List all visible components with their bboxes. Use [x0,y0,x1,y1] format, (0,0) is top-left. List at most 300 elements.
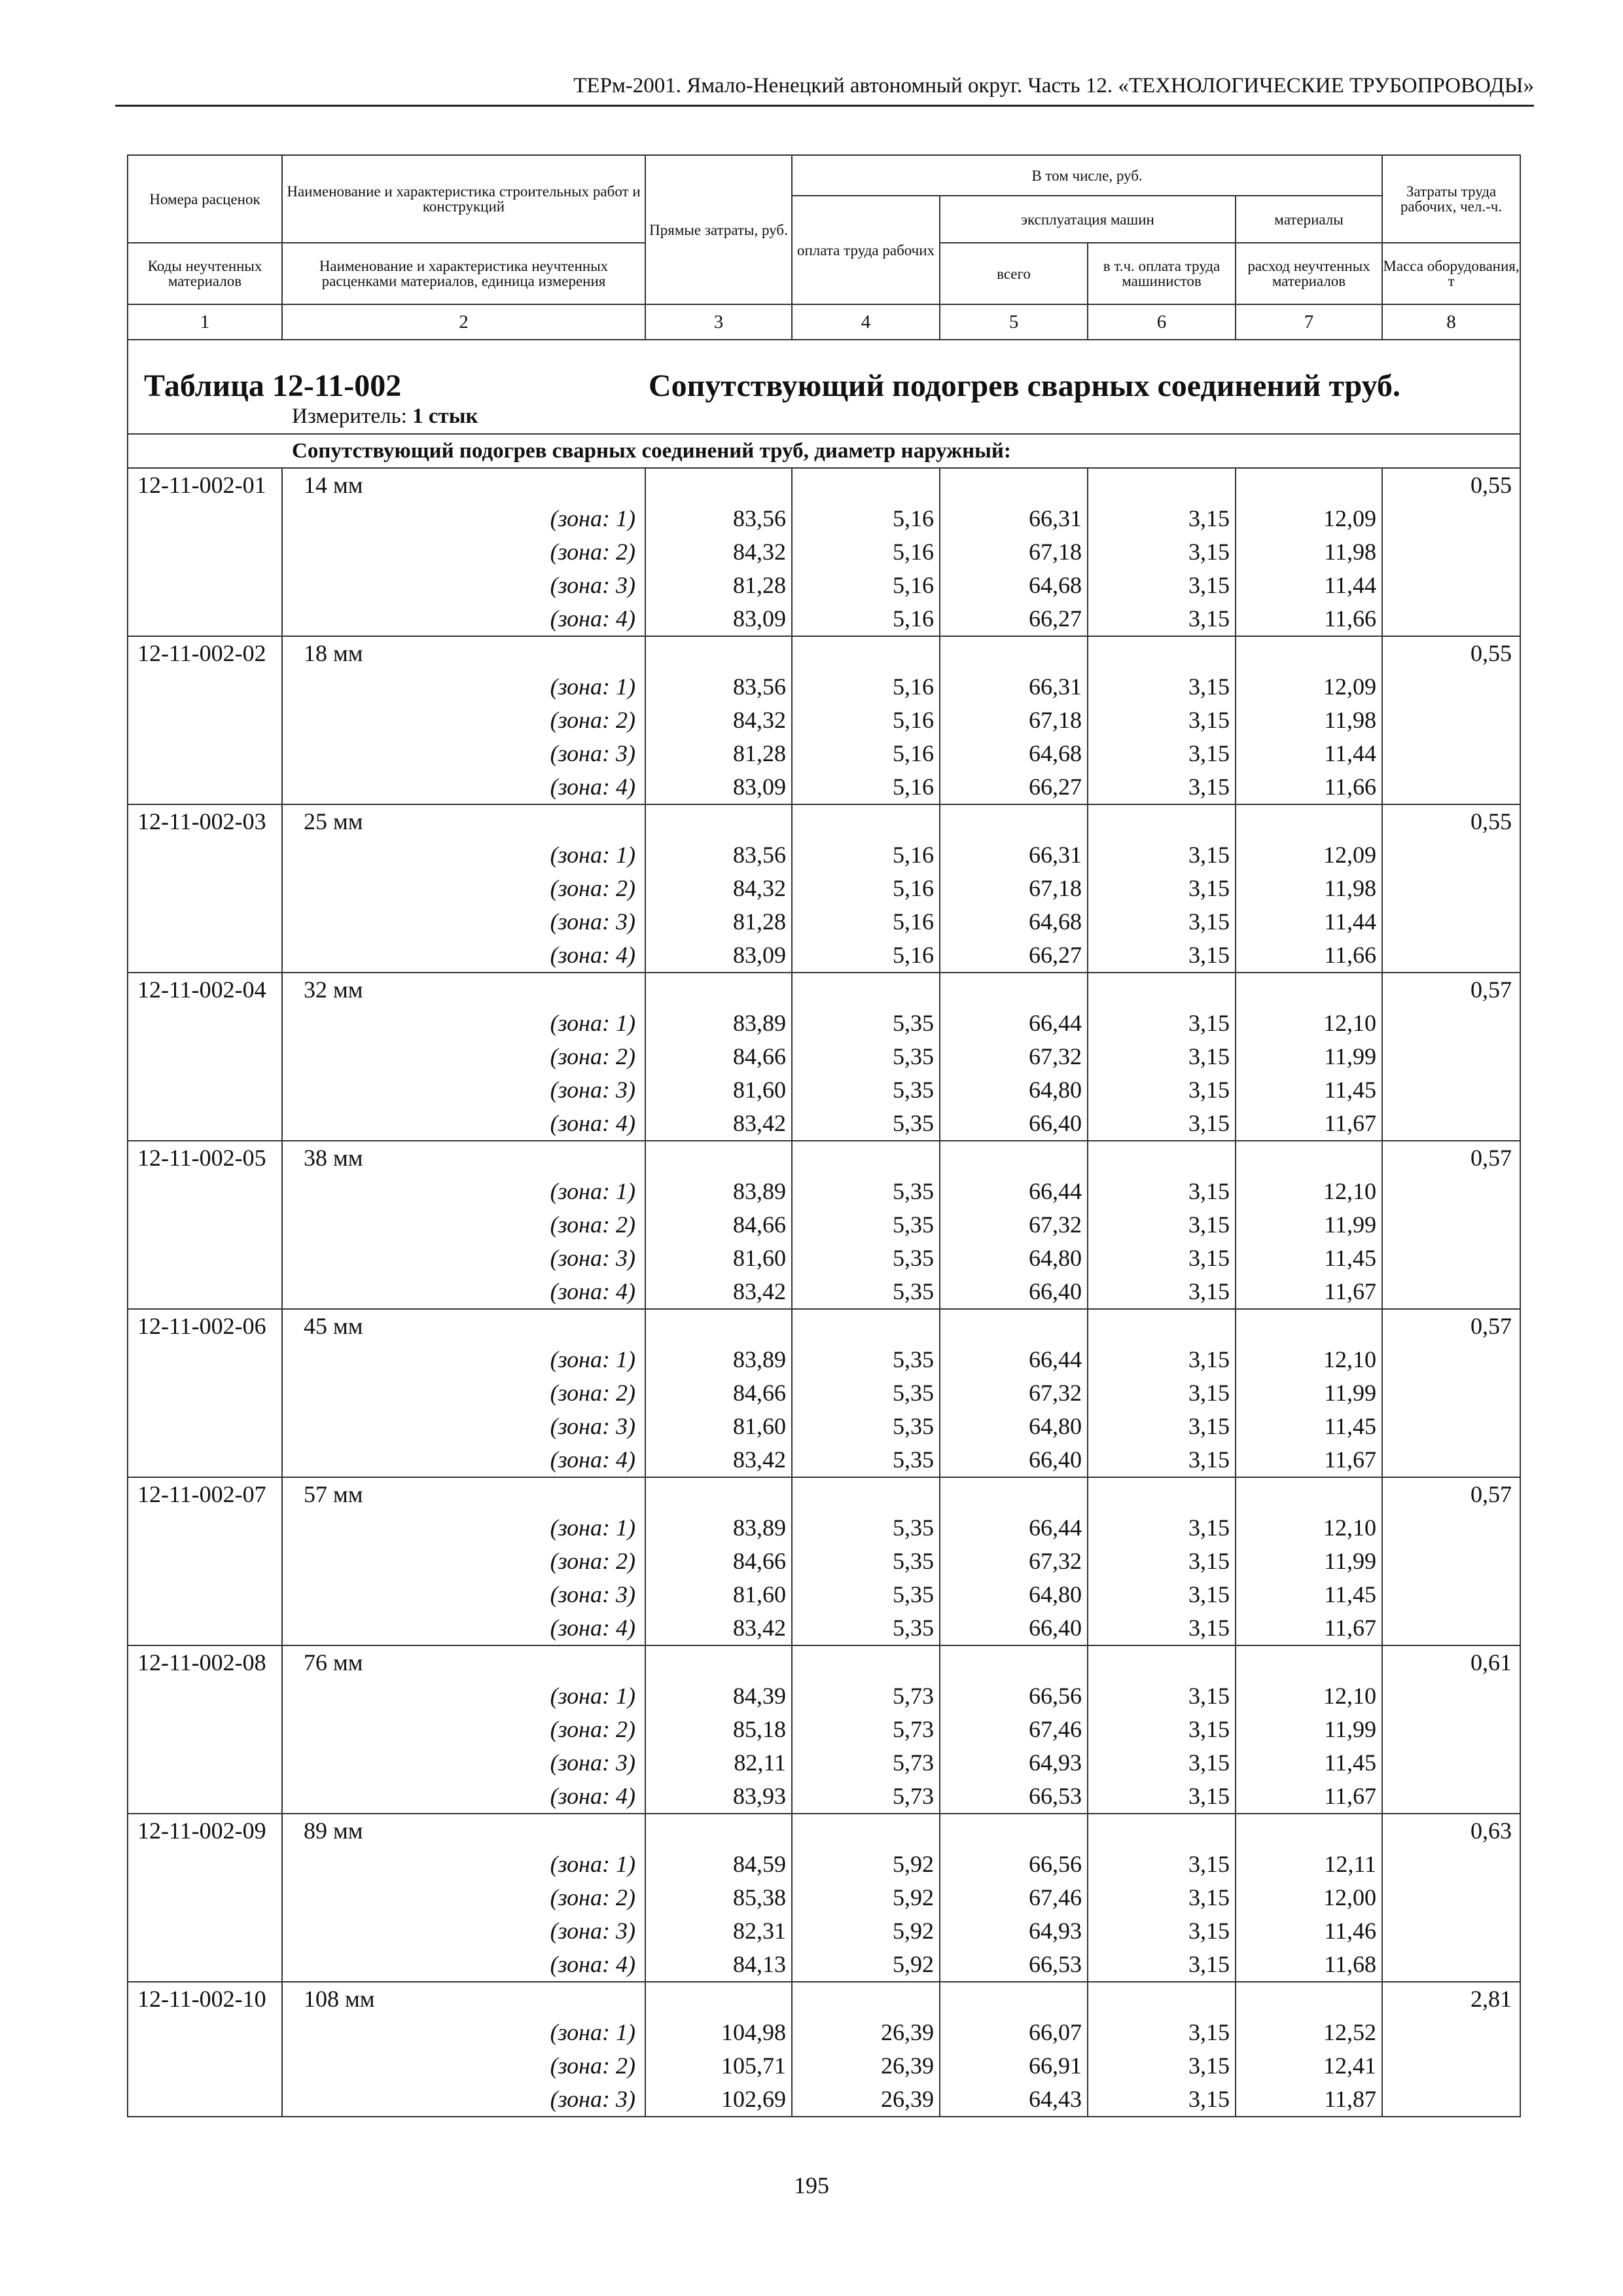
zone-label: (зона: 3) [550,1413,635,1439]
rate-name-cell [282,1645,645,1814]
machines-value-cell [940,1477,1088,1645]
blank-line [1236,1982,1382,2016]
operators-value: 3,15 [1188,1951,1230,1977]
wages-value: 5,35 [893,1211,934,1238]
labor-cost: 0,57 [1471,977,1512,1003]
column-number: 2 [282,304,645,340]
machines-value: 66,53 [1029,1783,1082,1809]
wages-value: 5,16 [893,908,934,935]
direct-cost: 83,89 [733,1515,786,1541]
zone-label: (зона: 4) [550,1278,635,1304]
rate-row [128,1814,1520,1982]
materials-value: 11,67 [1324,1110,1377,1136]
rate-diameter: 25 мм [304,808,363,834]
machines-value: 67,32 [1029,1043,1082,1069]
materials-value-cell [1236,1141,1382,1309]
wages-value-cell [792,973,940,1141]
blank-line [793,1982,939,2016]
wages-value-cell [792,636,940,804]
blank-line [940,1982,1087,2016]
direct-cost: 105,71 [721,2053,786,2079]
direct-cost: 84,13 [733,1951,786,1977]
wages-value: 5,92 [893,1884,934,1910]
blank-line [940,469,1087,502]
wages-value: 5,35 [893,1413,934,1439]
materials-value-cell [1236,468,1382,636]
wages-value: 5,16 [893,539,934,565]
operators-value-cell [1088,1141,1236,1309]
rate-diameter: 57 мм [304,1481,363,1507]
machines-value-cell [940,804,1088,973]
wages-value: 5,35 [893,1077,934,1103]
machines-value-cell [940,468,1088,636]
rate-name-cell [282,804,645,973]
rate-diameter: 45 мм [304,1313,363,1339]
wages-value: 5,35 [893,1515,934,1541]
labor-cost-cell [1382,1814,1520,1982]
operators-value: 3,15 [1188,1615,1230,1641]
labor-cost: 0,61 [1471,1649,1512,1676]
materials-value: 12,09 [1323,842,1377,868]
zone-label: (зона: 3) [550,1581,635,1607]
header-wages: оплата труда рабочих [792,196,940,304]
wages-value: 5,35 [893,1043,934,1069]
direct-cost: 82,31 [733,1918,786,1944]
rate-diameter: 14 мм [304,472,363,498]
machines-value: 64,80 [1029,1245,1082,1271]
rate-name-cell [282,1477,645,1645]
rate-code: 12-11-002-06 [128,1309,282,1477]
blank-line [646,1646,791,1679]
measurement-unit [292,404,478,429]
operators-value: 3,15 [1188,1245,1230,1271]
zone-label: (зона: 2) [550,875,635,901]
labor-cost-cell [1382,1982,1520,2117]
machines-value: 64,43 [1029,2086,1082,2112]
blank-line [646,637,791,670]
operators-value-cell [1088,1982,1236,2117]
labor-cost: 0,55 [1471,472,1512,498]
operators-value: 3,15 [1188,1110,1230,1136]
table-number: Таблица 12-11-002 [144,368,402,403]
zone-label: (зона: 1) [550,842,635,868]
operators-value: 3,15 [1188,1010,1230,1036]
direct-cost-cell [645,804,792,973]
wages-value: 5,35 [893,1178,934,1204]
direct-cost-cell [645,468,792,636]
materials-value: 11,46 [1324,1918,1377,1944]
rate-diameter: 89 мм [304,1818,363,1844]
header-operator-wages: в т.ч. оплата труда машинистов [1088,243,1236,304]
operators-value: 3,15 [1188,1884,1230,1910]
operators-value: 3,15 [1188,908,1230,935]
machines-value: 67,32 [1029,1548,1082,1574]
rate-name-cell [282,468,645,636]
wages-value: 26,39 [881,2053,934,2079]
wages-value: 5,35 [893,1245,934,1271]
operators-value: 3,15 [1188,1716,1230,1742]
direct-cost: 83,56 [733,505,786,531]
blank-line [646,1310,791,1343]
machines-value: 64,93 [1029,1918,1082,1944]
rate-code: 12-11-002-08 [128,1645,282,1814]
operators-value: 3,15 [1188,1581,1230,1607]
blank-line [646,1141,791,1175]
materials-value: 11,67 [1324,1278,1377,1304]
direct-cost: 84,59 [733,1851,786,1877]
zone-label: (зона: 3) [550,1077,635,1103]
labor-cost: 0,55 [1471,808,1512,834]
wages-value: 5,73 [893,1783,934,1809]
labor-cost-cell [1382,636,1520,804]
rate-diameter: 18 мм [304,640,363,666]
blank-line [940,637,1087,670]
blank-line [646,469,791,502]
machines-value: 66,44 [1029,1010,1082,1036]
wages-value-cell [792,804,940,973]
blank-line [646,1814,791,1848]
materials-value: 12,00 [1323,1884,1377,1910]
materials-value: 11,45 [1324,1749,1377,1776]
materials-value: 11,99 [1324,1043,1377,1069]
blank-line [1236,469,1382,502]
wages-value: 5,16 [893,505,934,531]
direct-cost: 83,09 [733,942,786,968]
zone-label: (зона: 2) [550,1884,635,1910]
header-machines-total: всего [940,243,1088,304]
materials-value-cell [1236,1645,1382,1814]
direct-cost: 83,42 [733,1615,786,1641]
blank-line [793,973,939,1007]
materials-value: 12,10 [1323,1178,1377,1204]
machines-value: 67,18 [1029,707,1082,733]
materials-value: 12,10 [1323,1683,1377,1709]
unit-label: Измеритель: [292,404,407,428]
blank-line [1236,1478,1382,1511]
materials-value-cell [1236,636,1382,804]
rate-name-cell [282,1141,645,1309]
operators-value-cell [1088,1645,1236,1814]
zone-label: (зона: 4) [550,1110,635,1136]
machines-value: 67,46 [1029,1884,1082,1910]
machines-value: 67,18 [1029,539,1082,565]
direct-cost-cell [645,1309,792,1477]
machines-value: 66,56 [1029,1851,1082,1877]
blank-line [940,1646,1087,1679]
labor-cost-cell [1382,1645,1520,1814]
zone-label: (зона: 2) [550,1043,635,1069]
zone-label: (зона: 4) [550,605,635,632]
labor-cost: 2,81 [1471,1986,1512,2012]
materials-value: 11,99 [1324,1716,1377,1742]
labor-cost: 0,57 [1471,1481,1512,1507]
rate-code: 12-11-002-10 [128,1982,282,2117]
zone-label: (зона: 1) [550,1851,635,1877]
column-number: 3 [645,304,792,340]
rate-row [128,1141,1520,1309]
zone-label: (зона: 2) [550,1380,635,1406]
rate-code: 12-11-002-02 [128,636,282,804]
blank-line [1088,1646,1235,1679]
unit-value: 1 стык [412,404,478,428]
machines-value: 64,80 [1029,1581,1082,1607]
machines-value-cell [940,1814,1088,1982]
materials-value: 11,87 [1324,2086,1377,2112]
operators-value: 3,15 [1188,1278,1230,1304]
labor-cost: 0,57 [1471,1313,1512,1339]
materials-value: 11,45 [1324,1245,1377,1271]
header-rate-numbers: Номера расценок [128,155,282,243]
materials-value: 11,66 [1324,942,1377,968]
materials-value: 12,10 [1323,1346,1377,1372]
machines-value-cell [940,1309,1088,1477]
blank-line [1088,1478,1235,1511]
rate-row [128,973,1520,1141]
wages-value: 5,92 [893,1951,934,1977]
blank-line [793,637,939,670]
operators-value: 3,15 [1188,1413,1230,1439]
operators-value: 3,15 [1188,673,1230,700]
labor-cost: 0,63 [1471,1818,1512,1844]
materials-value: 11,66 [1324,774,1377,800]
blank-line [793,1814,939,1848]
direct-cost: 84,32 [733,539,786,565]
wages-value: 5,16 [893,673,934,700]
direct-cost: 85,38 [733,1884,786,1910]
direct-cost: 84,39 [733,1683,786,1709]
wages-value: 5,92 [893,1851,934,1877]
rate-name-cell [282,1309,645,1477]
materials-value-cell [1236,804,1382,973]
blank-line [1236,637,1382,670]
machines-value: 67,32 [1029,1380,1082,1406]
machines-value: 66,31 [1029,673,1082,700]
direct-cost-cell [645,1645,792,1814]
machines-value: 66,44 [1029,1178,1082,1204]
materials-value: 12,10 [1323,1515,1377,1541]
machines-value: 66,27 [1029,942,1082,968]
direct-cost: 81,60 [733,1581,786,1607]
materials-value-cell [1236,1309,1382,1477]
direct-cost: 84,66 [733,1043,786,1069]
wages-value: 5,73 [893,1683,934,1709]
blank-line [793,1478,939,1511]
blank-line [1088,1814,1235,1848]
zone-label: (зона: 1) [550,1515,635,1541]
machines-value: 64,80 [1029,1077,1082,1103]
zone-label: (зона: 3) [550,1245,635,1271]
labor-cost-cell [1382,1477,1520,1645]
operators-value-cell [1088,804,1236,973]
blank-line [793,1646,939,1679]
rate-row [128,804,1520,973]
blank-line [1236,1646,1382,1679]
direct-cost: 83,56 [733,673,786,700]
direct-cost: 104,98 [721,2019,786,2045]
materials-value: 11,45 [1324,1077,1377,1103]
rates-table [127,154,1521,2117]
materials-value: 11,67 [1324,1783,1377,1809]
rate-code: 12-11-002-07 [128,1477,282,1645]
rate-row [128,1645,1520,1814]
machines-value-cell [940,1141,1088,1309]
blank-line [940,1478,1087,1511]
blank-line [646,1478,791,1511]
machines-value: 66,31 [1029,505,1082,531]
wages-value-cell [792,1477,940,1645]
zone-label: (зона: 3) [550,2086,635,2112]
operators-value: 3,15 [1188,707,1230,733]
materials-value-cell [1236,1982,1382,2117]
wages-value-cell [792,1982,940,2117]
direct-cost: 81,28 [733,572,786,598]
materials-value: 12,52 [1323,2019,1377,2045]
rate-row [128,1309,1520,1477]
blank-line [1236,805,1382,838]
direct-cost-cell [645,1477,792,1645]
table-title-block [128,340,1520,434]
direct-cost: 83,89 [733,1010,786,1036]
zone-label: (зона: 1) [550,1178,635,1204]
wages-value: 5,73 [893,1716,934,1742]
running-header: ТЕРм-2001. Ямало-Ненецкий автономный округ. Часть 12. «ТЕХНОЛОГИЧЕСКИЕ ТРУБОПРОВОДЫ» [115,69,1534,107]
operators-value: 3,15 [1188,2053,1230,2079]
column-number: 4 [792,304,940,340]
rate-code: 12-11-002-03 [128,804,282,973]
operators-value: 3,15 [1188,1749,1230,1776]
rate-row [128,636,1520,804]
operators-value: 3,15 [1188,1346,1230,1372]
direct-cost: 84,32 [733,875,786,901]
operators-value: 3,15 [1188,740,1230,766]
wages-value: 5,16 [893,572,934,598]
materials-value-cell [1236,1814,1382,1982]
machines-value-cell [940,973,1088,1141]
machines-value-cell [940,1645,1088,1814]
wages-value: 5,16 [893,875,934,901]
machines-value: 66,27 [1029,605,1082,632]
direct-cost: 83,42 [733,1110,786,1136]
direct-cost: 84,66 [733,1211,786,1238]
machines-value: 66,40 [1029,1110,1082,1136]
materials-value: 11,44 [1324,908,1377,935]
header-group-including: В том числе, руб. [792,155,1382,196]
blank-line [1236,1310,1382,1343]
materials-value: 11,98 [1324,539,1377,565]
machines-value: 64,68 [1029,908,1082,935]
labor-cost: 0,55 [1471,640,1512,666]
blank-line [646,973,791,1007]
wages-value: 5,35 [893,1010,934,1036]
header-direct-costs: Прямые затраты, руб. [645,155,792,304]
wages-value: 26,39 [881,2086,934,2112]
header-materials-group: материалы [1236,196,1382,243]
materials-value: 11,99 [1324,1548,1377,1574]
materials-value: 11,45 [1324,1581,1377,1607]
rate-code: 12-11-002-01 [128,468,282,636]
machines-value: 66,56 [1029,1683,1082,1709]
machines-value: 66,40 [1029,1615,1082,1641]
operators-value: 3,15 [1188,1211,1230,1238]
operators-value: 3,15 [1188,572,1230,598]
column-number: 5 [940,304,1088,340]
rate-diameter: 108 мм [304,1986,375,2012]
zone-label: (зона: 1) [550,505,635,531]
column-number: 6 [1088,304,1236,340]
machines-value: 66,40 [1029,1278,1082,1304]
blank-line [1236,1814,1382,1848]
blank-line [940,1310,1087,1343]
direct-cost: 84,32 [733,707,786,733]
rate-row [128,1477,1520,1645]
wages-value-cell [792,1814,940,1982]
blank-line [1088,1982,1235,2016]
blank-line [646,805,791,838]
wages-value: 5,16 [893,774,934,800]
section-title: Сопутствующий подогрев сварных соединений труб, диаметр наружный: [128,434,1520,468]
machines-value: 66,53 [1029,1951,1082,1977]
zone-label: (зона: 4) [550,1615,635,1641]
operators-value: 3,15 [1188,1043,1230,1069]
wages-value: 5,35 [893,1110,934,1136]
zone-label: (зона: 4) [550,1951,635,1977]
header-work-name: Наименование и характеристика строительных работ и конструкций [282,155,645,243]
labor-cost-cell [1382,973,1520,1141]
blank-line [1088,469,1235,502]
machines-value: 64,68 [1029,572,1082,598]
materials-value: 11,99 [1324,1380,1377,1406]
operators-value: 3,15 [1188,842,1230,868]
zone-label: (зона: 4) [550,1783,635,1809]
materials-value: 12,09 [1323,673,1377,700]
zone-label: (зона: 4) [550,1446,635,1473]
operators-value: 3,15 [1188,875,1230,901]
operators-value-cell [1088,1814,1236,1982]
wages-value-cell [792,1645,940,1814]
direct-cost: 81,28 [733,908,786,935]
materials-value: 11,45 [1324,1413,1377,1439]
machines-value: 66,40 [1029,1446,1082,1473]
direct-cost: 81,28 [733,740,786,766]
materials-value: 12,10 [1323,1010,1377,1036]
wages-value: 5,16 [893,842,934,868]
wages-value: 5,35 [893,1548,934,1574]
materials-value: 12,11 [1324,1851,1377,1877]
blank-line [1236,973,1382,1007]
materials-value: 11,44 [1324,572,1377,598]
direct-cost: 83,09 [733,605,786,632]
wages-value: 5,35 [893,1446,934,1473]
operators-value: 3,15 [1188,1683,1230,1709]
rate-code: 12-11-002-09 [128,1814,282,1982]
zone-label: (зона: 1) [550,1346,635,1372]
blank-line [793,1141,939,1175]
blank-line [1088,973,1235,1007]
rate-code: 12-11-002-05 [128,1141,282,1309]
blank-line [940,1141,1087,1175]
header-equipment-mass: Масса оборудования, т [1382,243,1520,304]
direct-cost: 84,66 [733,1380,786,1406]
labor-cost-cell [1382,1141,1520,1309]
wages-value: 5,73 [893,1749,934,1776]
operators-value: 3,15 [1188,605,1230,632]
zone-label: (зона: 3) [550,740,635,766]
page-number: 195 [794,2172,829,2198]
zone-label: (зона: 2) [550,1716,635,1742]
blank-line [1236,1141,1382,1175]
direct-cost: 83,56 [733,842,786,868]
labor-cost-cell [1382,804,1520,973]
